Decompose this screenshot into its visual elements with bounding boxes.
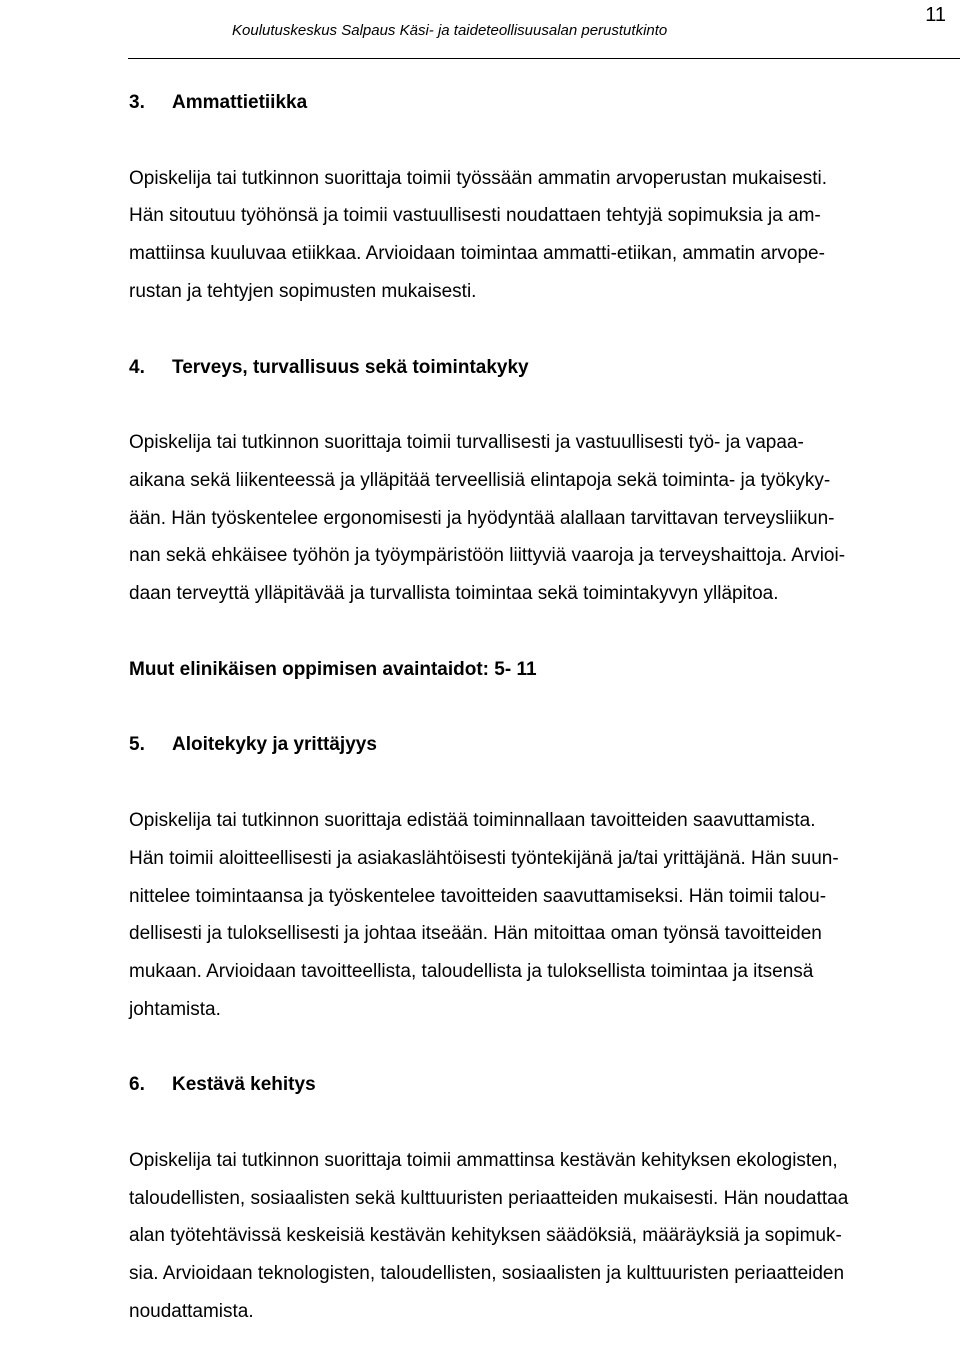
section-number: 4. [129, 356, 145, 378]
paragraph-line: mukaan. Arvioidaan tavoitteellista, taloudellista ja tuloksellista toimintaa ja itsensä [129, 960, 814, 982]
paragraph-line: mattiinsa kuuluvaa etiikkaa. Arvioidaan toimintaa ammatti-etiikan, ammatin arvope- [129, 243, 825, 265]
paragraph-line: Opiskelija tai tutkinnon suorittaja toimii ammattinsa kestävän kehityksen ekologisten, [129, 1150, 838, 1172]
section-number: 5. [129, 734, 145, 756]
paragraph-line: Hän toimii aloitteellisesti ja asiakaslähtöisesti työntekijänä ja/tai yrittäjänä. Hän suun- [129, 847, 839, 869]
section-title: Kestävä kehitys [172, 1074, 316, 1096]
section-paragraph [129, 1142, 959, 1331]
section-aloitekyky-yrittajyys [129, 726, 959, 1028]
section-paragraph [129, 160, 959, 311]
section-number: 6. [129, 1074, 145, 1096]
paragraph-line: dellisesti ja tuloksellisesti ja johtaa itseään. Hän mitoittaa oman työnsä tavoitteiden [129, 923, 822, 945]
section-heading [129, 1066, 959, 1104]
paragraph-line: Opiskelija tai tutkinnon suorittaja toimii turvallisesti ja vastuullisesti työ- ja vapaa- [129, 432, 804, 454]
paragraph-line: alan työtehtävissä keskeisiä kestävän kehityksen säädöksiä, määräyksiä ja sopimuk- [129, 1225, 842, 1247]
other-key-competences-heading: Muut elinikäisen oppimisen avaintaidot: 5- 11 [129, 658, 537, 680]
paragraph-line: johtamista. [129, 998, 221, 1020]
paragraph-line: nittelee toimintaansa ja työskentelee tavoitteiden saavuttamiseksi. Hän toimii talou- [129, 885, 827, 907]
section-terveys-turvallisuus [129, 349, 959, 613]
paragraph-line: noudattamista. [129, 1300, 254, 1322]
section-title: Aloitekyky ja yrittäjyys [172, 734, 377, 756]
page-content [129, 84, 959, 1369]
section-heading [129, 726, 959, 764]
paragraph-line: Hän sitoutuu työhönsä ja toimii vastuullisesti noudattaen tehtyjä sopimuksia ja am- [129, 205, 821, 227]
header-rule [128, 58, 960, 59]
section-number: 3. [129, 92, 145, 113]
paragraph-line: Opiskelija tai tutkinnon suorittaja toimii työssään ammatin arvoperustan mukaisesti. [129, 167, 828, 189]
page-number: 11 [925, 4, 946, 26]
section-title: Terveys, turvallisuus sekä toimintakyky [172, 356, 529, 378]
paragraph-line: Opiskelija tai tutkinnon suorittaja edistää toiminnallaan tavoitteiden saavuttamista. [129, 810, 816, 832]
section-ammattietiikka [129, 84, 959, 311]
paragraph-line: rustan ja tehtyjen sopimusten mukaisesti. [129, 280, 477, 302]
section-kestava-kehitys [129, 1066, 959, 1330]
section-title: Ammattietiikka [172, 92, 308, 113]
paragraph-line: daan terveyttä ylläpitävää ja turvallista toimintaa sekä toimintakyvyn ylläpitoa. [129, 583, 779, 605]
running-header: Koulutuskeskus Salpaus Käsi- ja taideteollisuusalan perustutkinto [232, 22, 668, 39]
paragraph-line: nan sekä ehkäisee työhön ja työympäristöön liittyviä vaaroja ja terveyshaittoja. Arvioi- [129, 545, 846, 567]
section-heading [129, 84, 959, 122]
paragraph-line: ään. Hän työskentelee ergonomisesti ja hyödyntää alallaan tarvittavan terveysliikun- [129, 507, 835, 529]
paragraph-line: taloudellisten, sosiaalisten sekä kulttuuristen periaatteiden mukaisesti. Hän noudattaa [129, 1187, 849, 1209]
section-paragraph [129, 802, 959, 1028]
section-paragraph [129, 424, 959, 613]
paragraph-line: aikana sekä liikenteessä ja ylläpitää terveellisiä elintapoja sekä toiminta- ja työkyky- [129, 469, 831, 491]
section-heading [129, 349, 959, 387]
paragraph-line: sia. Arvioidaan teknologisten, taloudellisten, sosiaalisten ja kulttuuristen periaatteiden [129, 1263, 845, 1285]
